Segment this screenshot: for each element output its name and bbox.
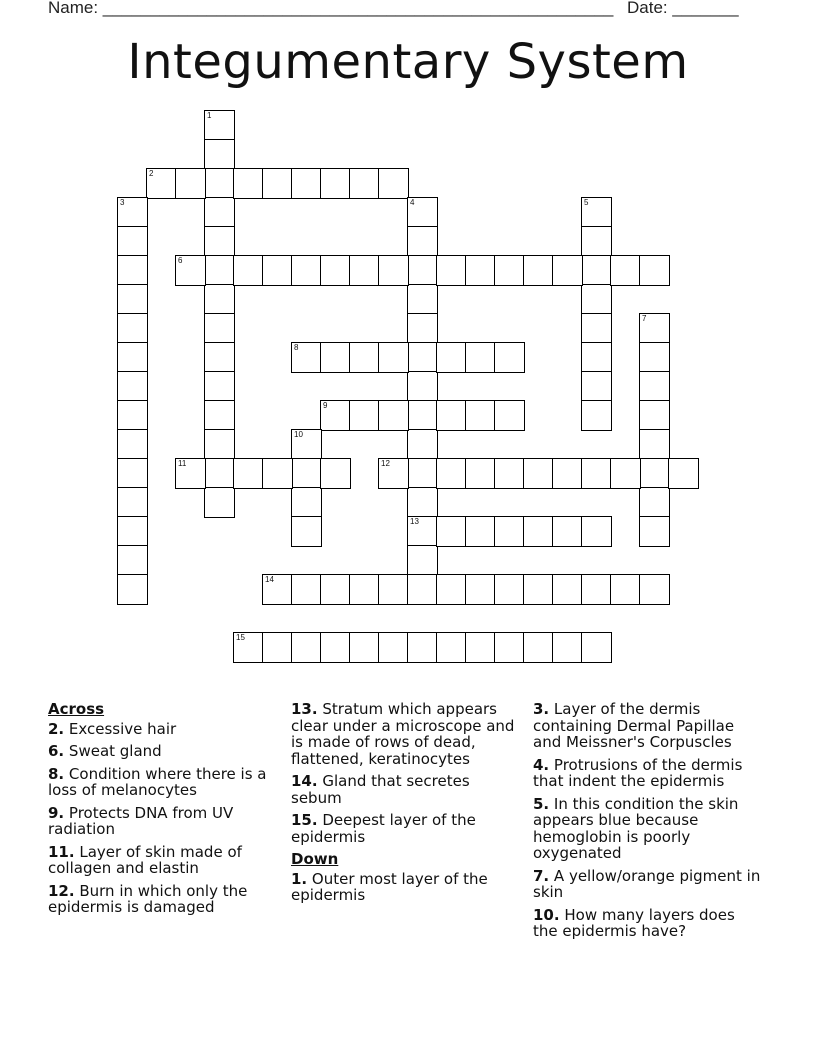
grid-cell[interactable]: [436, 342, 467, 373]
grid-cell[interactable]: [610, 574, 641, 605]
clue-down-4: 4. Protrusions of the dermis that indent the epidermis: [533, 755, 743, 790]
grid-cell[interactable]: [378, 342, 409, 373]
clues-column-2: [291, 701, 523, 910]
clue-down-5: 5. In this condition the skin appears blue because hemoglobin is poorly oxygenated: [533, 794, 739, 862]
grid-cell[interactable]: [146, 168, 177, 199]
grid-cell[interactable]: [436, 574, 467, 605]
grid-cell[interactable]: [465, 400, 496, 431]
clue-number: 10: [294, 430, 303, 439]
grid-cell[interactable]: [320, 342, 351, 373]
grid-cell[interactable]: [204, 284, 235, 315]
grid-cell[interactable]: [291, 458, 322, 489]
grid-cell[interactable]: [291, 342, 322, 373]
grid-cell[interactable]: [436, 400, 467, 431]
clue-across-2: 2. Excessive hair: [48, 719, 177, 738]
grid-cell[interactable]: [436, 516, 467, 547]
grid-cell[interactable]: [320, 574, 351, 605]
grid-cell[interactable]: [204, 168, 235, 199]
grid-cell[interactable]: [117, 574, 148, 605]
grid-cell[interactable]: [378, 458, 409, 489]
grid-cell[interactable]: [291, 516, 322, 547]
grid-cell[interactable]: [407, 342, 438, 373]
grid-cell[interactable]: [581, 458, 612, 489]
down-heading: Down: [291, 850, 339, 868]
grid-cell[interactable]: [349, 342, 380, 373]
clue-number: 14: [265, 575, 274, 584]
grid-cell[interactable]: [407, 313, 438, 344]
grid-cell[interactable]: [175, 168, 206, 199]
grid-cell[interactable]: [581, 255, 612, 286]
grid-cell[interactable]: [523, 458, 554, 489]
grid-cell[interactable]: [552, 516, 583, 547]
grid-cell[interactable]: [407, 458, 438, 489]
grid-cell[interactable]: [378, 168, 409, 199]
clue-across-12: 12. Burn in which only the epidermis is damaged: [48, 881, 248, 916]
grid-cell[interactable]: [262, 255, 293, 286]
grid-cell[interactable]: [204, 487, 235, 518]
grid-cell[interactable]: [581, 574, 612, 605]
grid-cell[interactable]: [610, 255, 641, 286]
grid-cell[interactable]: [378, 255, 409, 286]
grid-cell[interactable]: [291, 574, 322, 605]
grid-cell[interactable]: [117, 255, 148, 286]
grid-cell[interactable]: [552, 632, 583, 663]
grid-cell[interactable]: [581, 516, 612, 547]
grid-cell[interactable]: [465, 342, 496, 373]
clue-across-6: 6. Sweat gland: [48, 742, 162, 760]
grid-cell[interactable]: [349, 574, 380, 605]
grid-cell[interactable]: [117, 400, 148, 431]
grid-cell[interactable]: [320, 632, 351, 663]
grid-cell[interactable]: [552, 458, 583, 489]
grid-cell[interactable]: [465, 632, 496, 663]
grid-cell[interactable]: [262, 574, 293, 605]
grid-cell[interactable]: [117, 429, 148, 460]
grid-cell[interactable]: [291, 487, 322, 518]
clue-down-1: 1. Outer most layer of the epidermis: [291, 869, 488, 904]
grid-cell[interactable]: [436, 632, 467, 663]
grid-cell[interactable]: [117, 226, 148, 257]
grid-cell[interactable]: [378, 400, 409, 431]
grid-cell[interactable]: [639, 400, 670, 431]
grid-cell[interactable]: [639, 516, 670, 547]
grid-cell[interactable]: [436, 255, 467, 286]
grid-cell[interactable]: [117, 342, 148, 373]
grid-cell[interactable]: [407, 545, 438, 576]
clue-number: 7: [642, 314, 647, 323]
clues-column-1: [48, 701, 273, 922]
grid-cell[interactable]: [494, 516, 525, 547]
grid-cell[interactable]: [349, 255, 380, 286]
clue-number: 4: [410, 198, 415, 207]
grid-cell[interactable]: [581, 342, 612, 373]
across-heading: Across: [48, 700, 105, 718]
grid-cell[interactable]: [494, 632, 525, 663]
clue-down-10: 10. How many layers does the epidermis have?: [533, 905, 735, 940]
grid-cell[interactable]: [320, 400, 351, 431]
grid-cell[interactable]: [639, 574, 670, 605]
grid-cell[interactable]: [581, 197, 612, 228]
grid-cell[interactable]: [204, 342, 235, 373]
grid-cell[interactable]: [378, 574, 409, 605]
grid-cell[interactable]: [320, 458, 351, 489]
clue-across-8: 8. Condition where there is a loss of melanocytes: [48, 764, 267, 799]
clue-across-9: 9. Protects DNA from UV radiation: [48, 803, 234, 838]
grid-cell[interactable]: [117, 516, 148, 547]
grid-cell[interactable]: [465, 255, 496, 286]
clue-across-11: 11. Layer of skin made of collagen and elastin: [48, 842, 242, 877]
grid-cell[interactable]: [494, 342, 525, 373]
grid-cell[interactable]: [262, 458, 293, 489]
grid-cell[interactable]: [494, 255, 525, 286]
grid-cell[interactable]: [233, 255, 264, 286]
grid-cell[interactable]: [407, 284, 438, 315]
grid-cell[interactable]: [639, 342, 670, 373]
grid-cell[interactable]: [639, 255, 670, 286]
name-field-label: Name: ______________________________________________________: [48, 0, 614, 17]
grid-cell[interactable]: [349, 168, 380, 199]
clue-across-13: 13. Stratum which appears clear under a microscope and is made of rows of dead, flattened, keratinocytes: [291, 700, 515, 768]
grid-cell[interactable]: [291, 429, 322, 460]
grid-cell[interactable]: [523, 574, 554, 605]
clue-number: 6: [178, 256, 183, 265]
grid-cell[interactable]: [204, 197, 235, 228]
grid-cell[interactable]: [204, 226, 235, 257]
grid-cell[interactable]: [581, 400, 612, 431]
grid-cell[interactable]: [320, 168, 351, 199]
clue-number: 3: [120, 198, 125, 207]
grid-cell[interactable]: [117, 197, 148, 228]
grid-cell[interactable]: [291, 255, 322, 286]
grid-cell[interactable]: [204, 313, 235, 344]
grid-cell[interactable]: [204, 139, 235, 170]
grid-cell[interactable]: [523, 516, 554, 547]
grid-cell[interactable]: [639, 458, 670, 489]
grid-cell[interactable]: [262, 168, 293, 199]
grid-cell[interactable]: [465, 574, 496, 605]
grid-cell[interactable]: [639, 313, 670, 344]
grid-cell[interactable]: [320, 255, 351, 286]
grid-cell[interactable]: [610, 458, 641, 489]
grid-cell[interactable]: [262, 632, 293, 663]
grid-cell[interactable]: [117, 313, 148, 344]
grid-cell[interactable]: [407, 255, 438, 286]
clue-number: 1: [207, 111, 212, 120]
grid-cell[interactable]: [465, 458, 496, 489]
grid-cell[interactable]: [639, 371, 670, 402]
grid-cell[interactable]: [233, 632, 264, 663]
grid-cell[interactable]: [581, 313, 612, 344]
clue-number: 8: [294, 343, 299, 352]
grid-cell[interactable]: [668, 458, 699, 489]
grid-cell[interactable]: [233, 168, 264, 199]
grid-cell[interactable]: [407, 400, 438, 431]
grid-cell[interactable]: [407, 371, 438, 402]
page-title: Integumentary System: [127, 34, 689, 90]
grid-cell[interactable]: [494, 574, 525, 605]
grid-cell[interactable]: [581, 284, 612, 315]
grid-cell[interactable]: [175, 255, 206, 286]
grid-cell[interactable]: [407, 487, 438, 518]
grid-cell[interactable]: [233, 458, 264, 489]
grid-cell[interactable]: [204, 458, 235, 489]
clues-column-3: [533, 701, 761, 946]
grid-cell[interactable]: [581, 371, 612, 402]
grid-cell[interactable]: [117, 487, 148, 518]
grid-cell[interactable]: [407, 197, 438, 228]
grid-cell[interactable]: [407, 429, 438, 460]
grid-cell[interactable]: [552, 255, 583, 286]
grid-cell[interactable]: [581, 632, 612, 663]
grid-cell[interactable]: [465, 516, 496, 547]
grid-cell[interactable]: [523, 632, 554, 663]
date-field-label: Date: _______: [627, 0, 739, 17]
grid-cell[interactable]: [639, 429, 670, 460]
grid-cell[interactable]: [581, 226, 612, 257]
grid-cell[interactable]: [117, 545, 148, 576]
clue-down-7: 7. A yellow/orange pigment in skin: [533, 866, 761, 901]
clue-number: 13: [410, 517, 419, 526]
grid-cell[interactable]: [639, 487, 670, 518]
grid-cell[interactable]: [349, 632, 380, 663]
grid-cell[interactable]: [117, 371, 148, 402]
grid-cell[interactable]: [523, 255, 554, 286]
grid-cell[interactable]: [117, 458, 148, 489]
grid-cell[interactable]: [494, 458, 525, 489]
grid-cell[interactable]: [204, 255, 235, 286]
clue-number: 15: [236, 633, 245, 642]
grid-cell[interactable]: [291, 632, 322, 663]
grid-cell[interactable]: [407, 632, 438, 663]
clue-number: 5: [584, 198, 589, 207]
clue-across-15: 15. Deepest layer of the epidermis: [291, 811, 476, 846]
grid-cell[interactable]: [349, 400, 380, 431]
grid-cell[interactable]: [407, 516, 438, 547]
grid-cell[interactable]: [204, 371, 235, 402]
grid-cell[interactable]: [494, 400, 525, 431]
clue-down-3: 3. Layer of the dermis containing Dermal Papillae and Meissner's Corpuscles: [533, 700, 735, 751]
clue-number: 2: [149, 169, 154, 178]
grid-cell[interactable]: [407, 226, 438, 257]
grid-cell[interactable]: [175, 458, 206, 489]
grid-cell[interactable]: [117, 284, 148, 315]
grid-cell[interactable]: [407, 574, 438, 605]
clue-number: 11: [178, 459, 187, 468]
clue-number: 12: [381, 459, 390, 468]
grid-cell[interactable]: [204, 110, 235, 141]
clue-number: 9: [323, 401, 328, 410]
clue-across-14: 14. Gland that secretes sebum: [291, 772, 470, 807]
grid-cell[interactable]: [291, 168, 322, 199]
grid-cell[interactable]: [436, 458, 467, 489]
grid-cell[interactable]: [378, 632, 409, 663]
grid-cell[interactable]: [552, 574, 583, 605]
grid-cell[interactable]: [204, 400, 235, 431]
grid-cell[interactable]: [204, 429, 235, 460]
